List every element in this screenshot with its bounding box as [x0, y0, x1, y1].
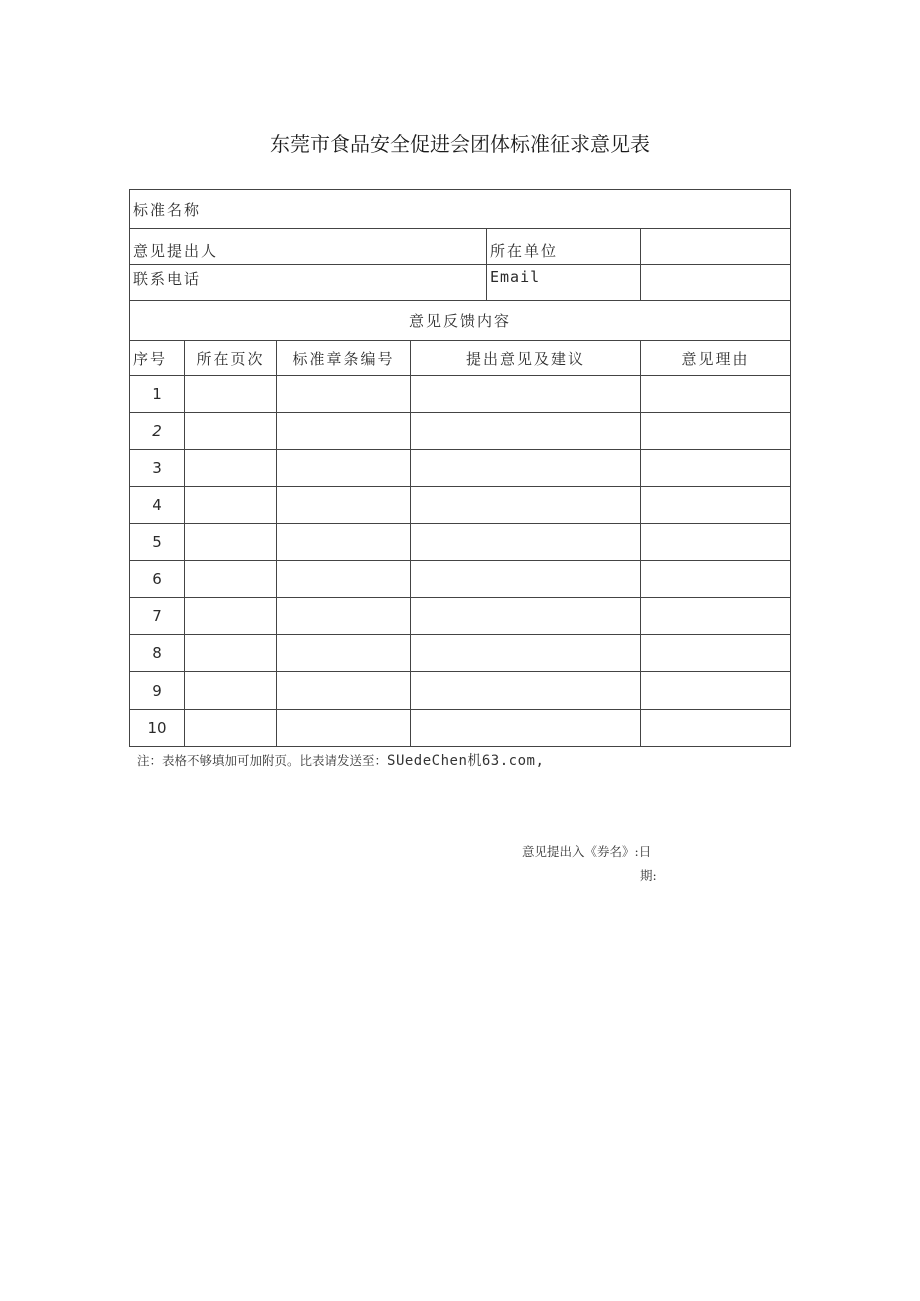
email-label-cell — [487, 265, 641, 301]
footnote-text: 注：表格不够填加可加附页。比表请发送至： — [137, 753, 388, 768]
signature-line: 意见提出入《券名》:日 — [522, 844, 652, 859]
footnote-email: SUedeChen机63.com, — [387, 753, 545, 769]
column-header-page: 所在页次 — [185, 341, 277, 376]
standard-name-label: 标准名称 — [133, 200, 202, 219]
page-cell[interactable] — [185, 487, 277, 524]
clause-cell[interactable] — [277, 413, 411, 450]
opinion-cell[interactable] — [411, 561, 641, 598]
section-title: 意见反馈内容 — [130, 301, 791, 341]
feedback-table — [129, 189, 791, 747]
reason-cell[interactable] — [641, 450, 791, 487]
page-cell[interactable] — [185, 524, 277, 561]
reason-cell[interactable] — [641, 561, 791, 598]
opinion-cell[interactable] — [411, 710, 641, 747]
date-line: 期: — [640, 868, 657, 883]
clause-cell[interactable] — [277, 450, 411, 487]
row-number: 4 — [130, 487, 185, 524]
clause-cell[interactable] — [277, 635, 411, 672]
row-number: 2 — [130, 413, 185, 450]
table-row — [130, 524, 791, 561]
clause-cell[interactable] — [277, 561, 411, 598]
table-row — [130, 561, 791, 598]
row-number: 8 — [130, 635, 185, 672]
opinion-cell[interactable] — [411, 376, 641, 413]
table-row — [130, 413, 791, 450]
footnote — [137, 750, 544, 770]
table-row — [130, 598, 791, 635]
column-header-reason: 意见理由 — [641, 341, 791, 376]
page-cell[interactable] — [185, 635, 277, 672]
standard-name-row — [130, 190, 791, 229]
table-row — [130, 710, 791, 747]
column-header-clause: 标准章条编号 — [277, 341, 411, 376]
proposer-cell[interactable] — [130, 229, 487, 265]
reason-cell[interactable] — [641, 672, 791, 710]
reason-cell[interactable] — [641, 635, 791, 672]
clause-cell[interactable] — [277, 524, 411, 561]
clause-cell[interactable] — [277, 598, 411, 635]
reason-cell[interactable] — [641, 376, 791, 413]
row-number: 10 — [130, 710, 185, 747]
row-number: 5 — [130, 524, 185, 561]
table-row — [130, 672, 791, 710]
table-row — [130, 487, 791, 524]
column-header-opinion: 提出意见及建议 — [411, 341, 641, 376]
page-cell[interactable] — [185, 598, 277, 635]
page-cell[interactable] — [185, 710, 277, 747]
phone-label: 联系电话 — [133, 270, 202, 288]
reason-cell[interactable] — [641, 487, 791, 524]
opinion-cell[interactable] — [411, 487, 641, 524]
proposer-row — [130, 229, 791, 265]
reason-cell[interactable] — [641, 710, 791, 747]
feedback-form — [129, 189, 790, 747]
row-number: 9 — [130, 672, 185, 710]
unit-label: 所在单位 — [490, 242, 559, 260]
section-title-row — [130, 301, 791, 341]
proposer-label: 意见提出人 — [133, 242, 219, 260]
table-row — [130, 635, 791, 672]
row-number: 1 — [130, 376, 185, 413]
clause-cell[interactable] — [277, 376, 411, 413]
opinion-cell[interactable] — [411, 413, 641, 450]
row-number: 3 — [130, 450, 185, 487]
table-row — [130, 450, 791, 487]
opinion-cell[interactable] — [411, 450, 641, 487]
page-cell[interactable] — [185, 376, 277, 413]
clause-cell[interactable] — [277, 672, 411, 710]
reason-cell[interactable] — [641, 413, 791, 450]
opinion-cell[interactable] — [411, 635, 641, 672]
standard-name-cell[interactable] — [130, 190, 791, 229]
column-header-row — [130, 341, 791, 376]
page-cell[interactable] — [185, 450, 277, 487]
table-row — [130, 376, 791, 413]
page-cell[interactable] — [185, 413, 277, 450]
row-number: 7 — [130, 598, 185, 635]
unit-value-cell[interactable] — [641, 229, 791, 265]
phone-cell[interactable] — [130, 265, 487, 301]
opinion-cell[interactable] — [411, 672, 641, 710]
unit-label-cell — [487, 229, 641, 265]
email-label: Email — [490, 268, 541, 286]
reason-cell[interactable] — [641, 598, 791, 635]
page-cell[interactable] — [185, 561, 277, 598]
page-cell[interactable] — [185, 672, 277, 710]
contact-row — [130, 265, 791, 301]
opinion-cell[interactable] — [411, 598, 641, 635]
row-number: 6 — [130, 561, 185, 598]
page-title: 东莞市食品安全促进会团体标准征求意见表 — [270, 132, 650, 156]
reason-cell[interactable] — [641, 524, 791, 561]
clause-cell[interactable] — [277, 710, 411, 747]
clause-cell[interactable] — [277, 487, 411, 524]
column-header-no: 序号 — [130, 341, 185, 376]
email-value-cell[interactable] — [641, 265, 791, 301]
opinion-cell[interactable] — [411, 524, 641, 561]
